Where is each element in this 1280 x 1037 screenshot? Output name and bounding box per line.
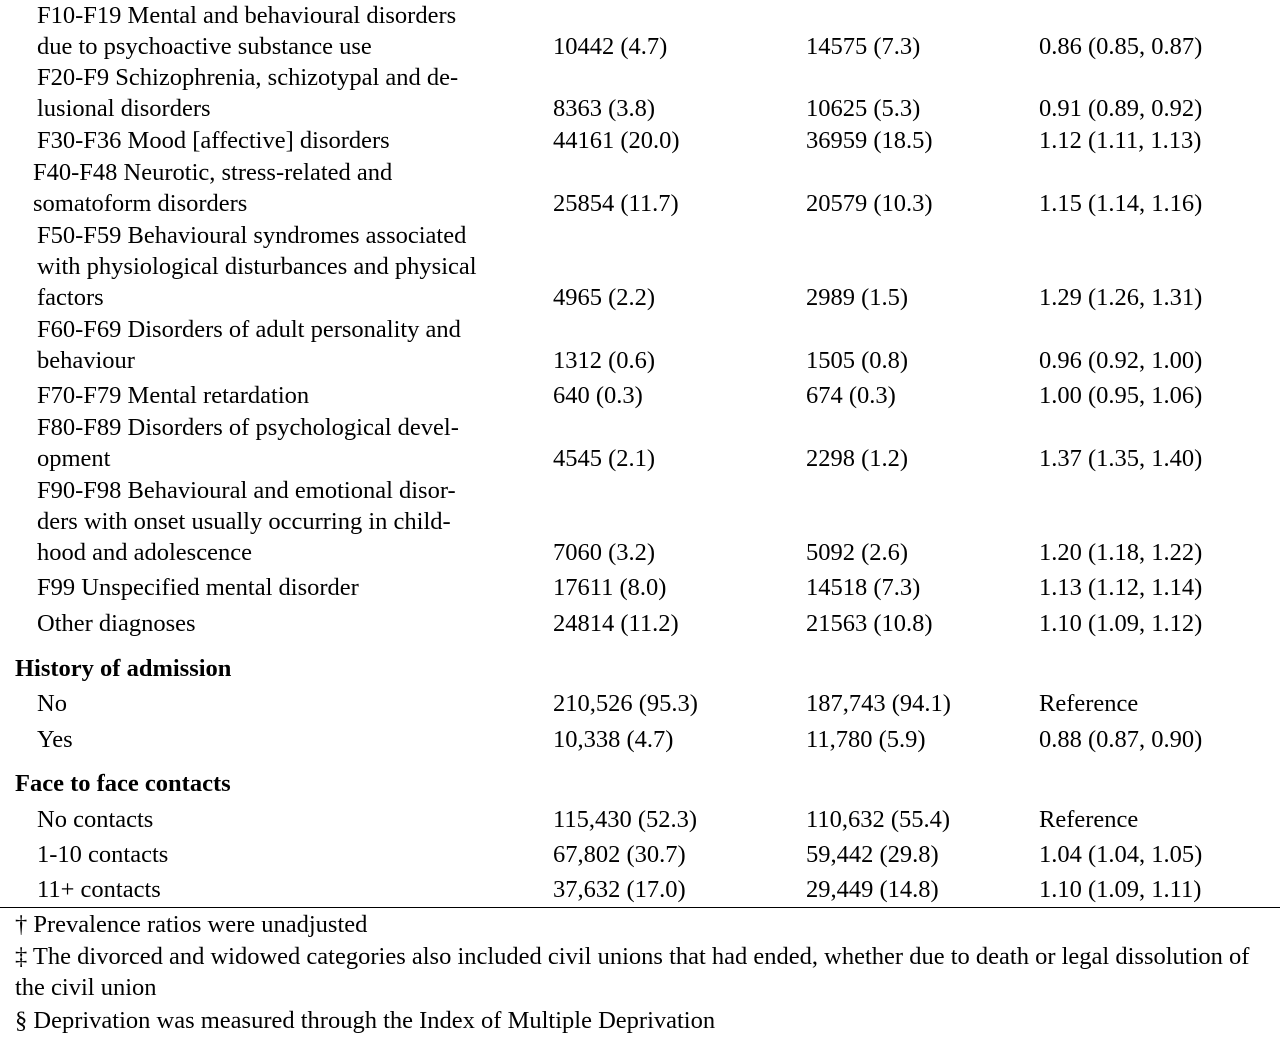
cell-value: 2989 (1.5) bbox=[806, 284, 909, 311]
cell-value: 5092 (2.6) bbox=[806, 539, 909, 566]
cell-value: 44161 (20.0) bbox=[553, 127, 680, 154]
cell-value: 1.15 (1.14, 1.16) bbox=[1039, 190, 1203, 217]
cell-value: Reference bbox=[1039, 806, 1139, 833]
cell-value: 10,338 (4.7) bbox=[553, 726, 674, 753]
cell-value: 20579 (10.3) bbox=[806, 190, 933, 217]
row-label: hood and adolescence bbox=[37, 539, 252, 566]
cell-value: 37,632 (17.0) bbox=[553, 876, 686, 903]
row-label: behaviour bbox=[37, 347, 135, 374]
cell-value: 0.86 (0.85, 0.87) bbox=[1039, 33, 1203, 60]
cell-value: 14575 (7.3) bbox=[806, 33, 921, 60]
cell-value: 1.29 (1.26, 1.31) bbox=[1039, 284, 1203, 311]
footnote-dagger: † Prevalence ratios were unadjusted bbox=[15, 911, 368, 938]
row-label: ders with onset usually occurring in child- bbox=[37, 508, 451, 535]
cell-value: 59,442 (29.8) bbox=[806, 841, 939, 868]
cell-value: 1.10 (1.09, 1.12) bbox=[1039, 610, 1203, 637]
cell-value: 1312 (0.6) bbox=[553, 347, 656, 374]
cell-value: 0.88 (0.87, 0.90) bbox=[1039, 726, 1203, 753]
cell-value: 1.20 (1.18, 1.22) bbox=[1039, 539, 1203, 566]
section-heading: Face to face contacts bbox=[15, 770, 231, 797]
cell-value: 11,780 (5.9) bbox=[806, 726, 926, 753]
cell-value: 25854 (11.7) bbox=[553, 190, 679, 217]
row-label: due to psychoactive substance use bbox=[37, 33, 372, 60]
row-label: F99 Unspecified mental disorder bbox=[37, 574, 359, 601]
cell-value: 4965 (2.2) bbox=[553, 284, 656, 311]
footnote-double-dagger: ‡ The divorced and widowed categories also included civil unions that had ended, whether due to death or legal dissolution of the civil union bbox=[15, 943, 1250, 1001]
cell-value: 67,802 (30.7) bbox=[553, 841, 686, 868]
row-label: 1-10 contacts bbox=[37, 841, 169, 868]
cell-value: 21563 (10.8) bbox=[806, 610, 933, 637]
row-label: opment bbox=[37, 445, 111, 472]
cell-value: 110,632 (55.4) bbox=[806, 806, 951, 833]
cell-value: 187,743 (94.1) bbox=[806, 690, 951, 717]
table-bottom-rule bbox=[0, 907, 1280, 908]
row-label: F10-F19 Mental and behavioural disorders bbox=[37, 2, 457, 29]
cell-value: 2298 (1.2) bbox=[806, 445, 909, 472]
cell-value: 17611 (8.0) bbox=[553, 574, 667, 601]
cell-value: 36959 (18.5) bbox=[806, 127, 933, 154]
section-heading: History of admission bbox=[15, 655, 232, 682]
cell-value: Reference bbox=[1039, 690, 1139, 717]
cell-value: 1.13 (1.12, 1.14) bbox=[1039, 574, 1203, 601]
cell-value: 7060 (3.2) bbox=[553, 539, 656, 566]
cell-value: 8363 (3.8) bbox=[553, 95, 656, 122]
cell-value: 210,526 (95.3) bbox=[553, 690, 698, 717]
row-label: F90-F98 Behavioural and emotional disor- bbox=[37, 477, 456, 504]
cell-value: 0.91 (0.89, 0.92) bbox=[1039, 95, 1203, 122]
cell-value: 24814 (11.2) bbox=[553, 610, 679, 637]
row-label: F80-F89 Disorders of psychological devel- bbox=[37, 414, 459, 441]
cell-value: 29,449 (14.8) bbox=[806, 876, 939, 903]
cell-value: 1.10 (1.09, 1.11) bbox=[1039, 876, 1202, 903]
row-label: F60-F69 Disorders of adult personality and bbox=[37, 316, 461, 343]
row-label: with physiological disturbances and physical bbox=[37, 253, 477, 280]
cell-value: 115,430 (52.3) bbox=[553, 806, 698, 833]
cell-value: 1.12 (1.11, 1.13) bbox=[1039, 127, 1202, 154]
footnote-section: § Deprivation was measured through the Index of Multiple Deprivation bbox=[15, 1007, 716, 1034]
cell-value: 1505 (0.8) bbox=[806, 347, 909, 374]
row-label: lusional disorders bbox=[37, 95, 211, 122]
cell-value: 640 (0.3) bbox=[553, 382, 643, 409]
row-label: No bbox=[37, 690, 67, 717]
row-label: 11+ contacts bbox=[37, 876, 161, 903]
cell-value: 674 (0.3) bbox=[806, 382, 896, 409]
cell-value: 10442 (4.7) bbox=[553, 33, 668, 60]
row-label: F50-F59 Behavioural syndromes associated bbox=[37, 222, 467, 249]
cell-value: 1.04 (1.04, 1.05) bbox=[1039, 841, 1203, 868]
row-label: Yes bbox=[37, 726, 73, 753]
row-label: somatoform disorders bbox=[33, 190, 248, 217]
cell-value: 0.96 (0.92, 1.00) bbox=[1039, 347, 1203, 374]
cell-value: 1.37 (1.35, 1.40) bbox=[1039, 445, 1203, 472]
cell-value: 4545 (2.1) bbox=[553, 445, 656, 472]
row-label: F30-F36 Mood [affective] disorders bbox=[37, 127, 390, 154]
cell-value: 1.00 (0.95, 1.06) bbox=[1039, 382, 1203, 409]
cell-value: 10625 (5.3) bbox=[806, 95, 921, 122]
row-label: No contacts bbox=[37, 806, 154, 833]
row-label: F20-F9 Schizophrenia, schizotypal and de- bbox=[37, 64, 459, 91]
row-label: Other diagnoses bbox=[37, 610, 196, 637]
row-label: F70-F79 Mental retardation bbox=[37, 382, 310, 409]
row-label: factors bbox=[37, 284, 104, 311]
row-label: F40-F48 Neurotic, stress-related and bbox=[33, 159, 393, 186]
cell-value: 14518 (7.3) bbox=[806, 574, 921, 601]
